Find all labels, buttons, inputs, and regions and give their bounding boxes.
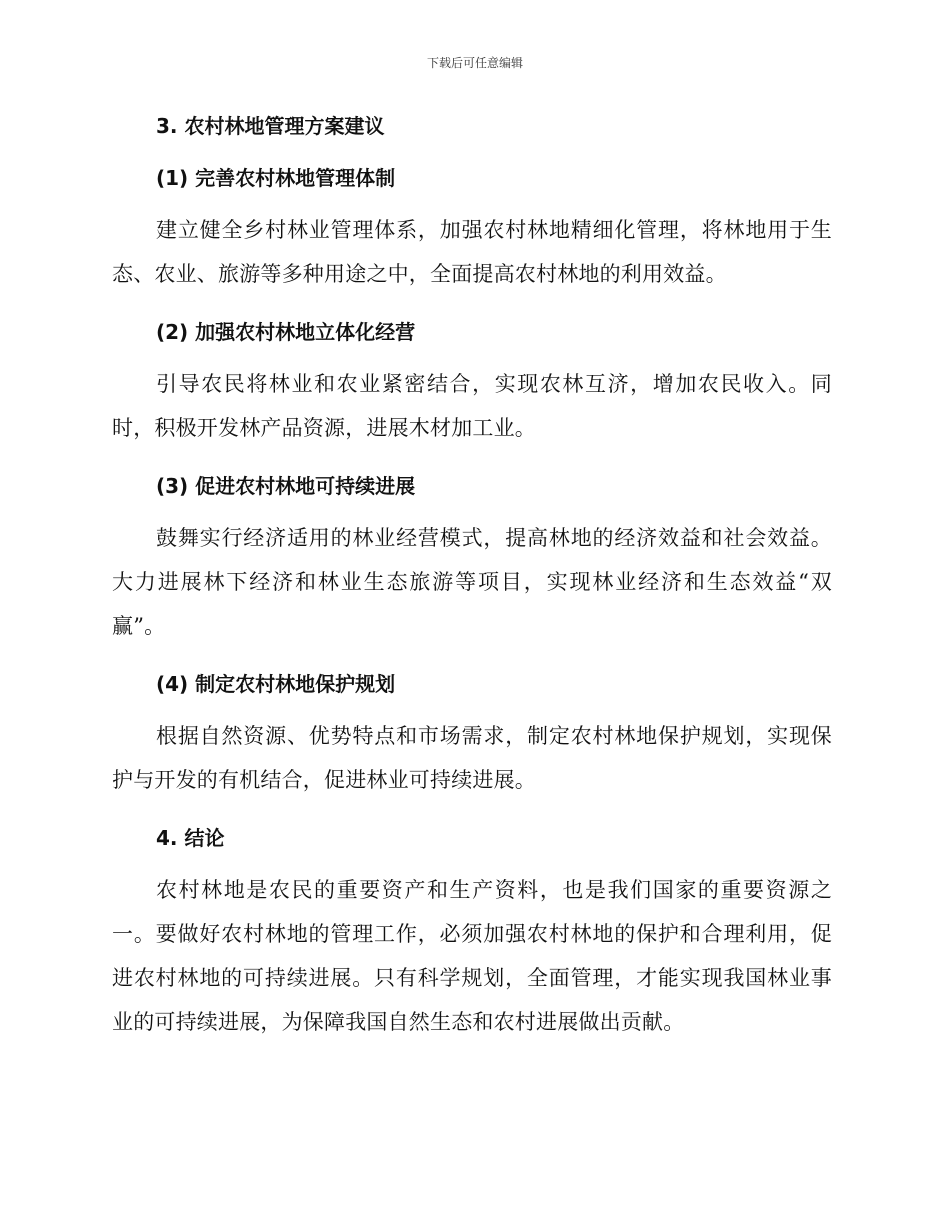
subsection-1-paragraph: 建立健全乡村林业管理体系，加强农村林地精细化管理，将林地用于生态、农业、旅游等多种用途之中，全面提高农村林地的利用效益。 xyxy=(112,218,832,286)
section-4-heading: 4. 结论 xyxy=(156,826,225,850)
subsection-3-heading: (3) 促进农村林地可持续进展 xyxy=(156,474,416,498)
document-body xyxy=(112,110,832,1044)
subsection-4-heading: (4) 制定农村林地保护规划 xyxy=(156,672,396,696)
subsection-2-heading: (2) 加强农村林地立体化经营 xyxy=(156,320,416,344)
page-header-note: 下载后可任意编辑 xyxy=(426,56,523,70)
subsection-2-paragraph: 引导农民将林业和农业紧密结合，实现农林互济，增加农民收入。同时，积极开发林产品资源，进展木材加工业。 xyxy=(112,372,832,440)
subsection-1-heading: (1) 完善农村林地管理体制 xyxy=(156,166,396,190)
subsection-4-paragraph: 根据自然资源、优势特点和市场需求，制定农村林地保护规划，实现保护与开发的有机结合，促进林业可持续进展。 xyxy=(112,724,832,792)
section-3-heading: 3. 农村林地管理方案建议 xyxy=(156,114,385,138)
subsection-3-paragraph: 鼓舞实行经济适用的林业经营模式，提高林地的经济效益和社会效益。大力进展林下经济和林业生态旅游等项目，实现林业经济和生态效益“双赢”。 xyxy=(112,526,832,638)
conclusion-paragraph: 农村林地是农民的重要资产和生产资料，也是我们国家的重要资源之一。要做好农村林地的管理工作，必须加强农村林地的保护和合理利用，促进农村林地的可持续进展。只有科学规划，全面管理，才能实现我国林业事业的可持续进展，为保障我国自然生态和农村进展做出贡献。 xyxy=(112,878,832,1034)
